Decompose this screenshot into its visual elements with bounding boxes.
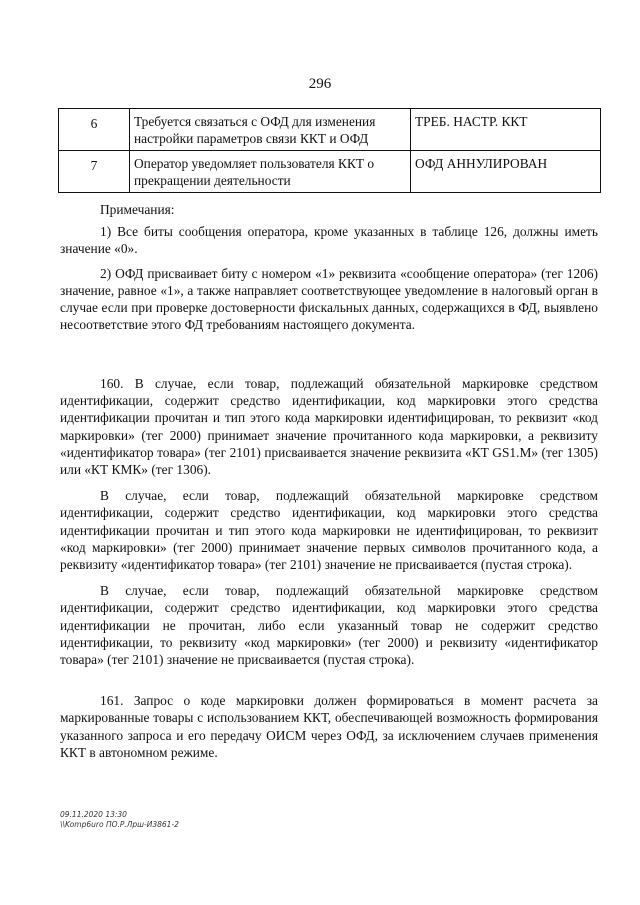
paragraph-160: 160. В случае, если товар, подлежащий обязательной маркировке средством идентификации, содержит средство идентификации, код маркировки этого средства идентификации прочитан и тип этого кода маркировки идентифицирован, то реквизит «код маркировки» (тег 2000) принимает значение прочитанного кода маркировки, а реквизиту «идентификатор товара» (тег 2101) присваивается значение реквизита «КТ GS1.M» (тег 1305) или «КТ КМК» (тег 1306). bbox=[60, 376, 598, 478]
table-cell-message: ТРЕБ. НАСТР. ККТ bbox=[411, 109, 601, 151]
table-cell-description: Оператор уведомляет пользователя ККТ о прекращении деятельности bbox=[130, 151, 411, 193]
table-cell-message: ОФД АННУЛИРОВАН bbox=[411, 151, 601, 193]
note-item: 2) ОФД присваивает биту с номером «1» реквизита «сообщение оператора» (тег 1206) значение, равное «1», а также направляет соответствующее уведомление в налоговый орган в случае если при проверке достоверности фискальных данных, содержащихся в ФД, выявлено несоответствие этого ФД требованиям настоящего документа. bbox=[60, 265, 598, 333]
table-row bbox=[59, 109, 601, 151]
footer-date: 09.11.2020 13:30 bbox=[60, 810, 127, 819]
footer-stamp bbox=[60, 810, 179, 830]
table-cell-number: 7 bbox=[59, 151, 130, 193]
notes-heading: Примечания: bbox=[100, 202, 175, 217]
codes-table bbox=[58, 108, 601, 193]
note-item: 1) Все биты сообщения оператора, кроме указанных в таблице 126, должны иметь значение «0». bbox=[60, 224, 598, 257]
footer-path: \\Komp6uro ПО.Р.Лрш-И3861-2 bbox=[60, 820, 179, 829]
body-text bbox=[60, 375, 598, 770]
paragraph: В случае, если товар, подлежащий обязательной маркировке средством идентификации, содержит средство идентификации, код маркировки этого средства идентификации прочитан и тип этого кода маркировки не идентифицирован, то реквизит «код маркировки» (тег 2000) принимает значение первых символов прочитанного кода, а реквизиту «идентификатор товара» (тег 2101) значение не присваивается (пустая строка). bbox=[60, 488, 598, 573]
paragraph-161: 161. Запрос о коде маркировки должен формироваться в момент расчета за маркированные товары с использованием ККТ, обеспечивающей возможность формирования указанного запроса и его передачу ОИСМ через ОФД, за исключением случаев применения ККТ в автономном режиме. bbox=[60, 693, 598, 760]
table-row bbox=[59, 151, 601, 193]
page-number: 296 bbox=[308, 76, 332, 92]
table-cell-description: Требуется связаться с ОФД для изменения настройки параметров связи ККТ и ОФД bbox=[130, 109, 411, 151]
notes-section bbox=[60, 201, 598, 340]
table-cell-number: 6 bbox=[59, 109, 130, 151]
paragraph: В случае, если товар, подлежащий обязательной маркировке средством идентификации, содержит средство идентификации, код маркировки этого средства идентификации не прочитан, либо если указанный товар не содержит средство идентификации, то реквизиту «код маркировки» (тег 2000) и реквизиту «идентификатор товара» (тег 2101) значение не присваивается (пустая строка). bbox=[60, 583, 598, 668]
